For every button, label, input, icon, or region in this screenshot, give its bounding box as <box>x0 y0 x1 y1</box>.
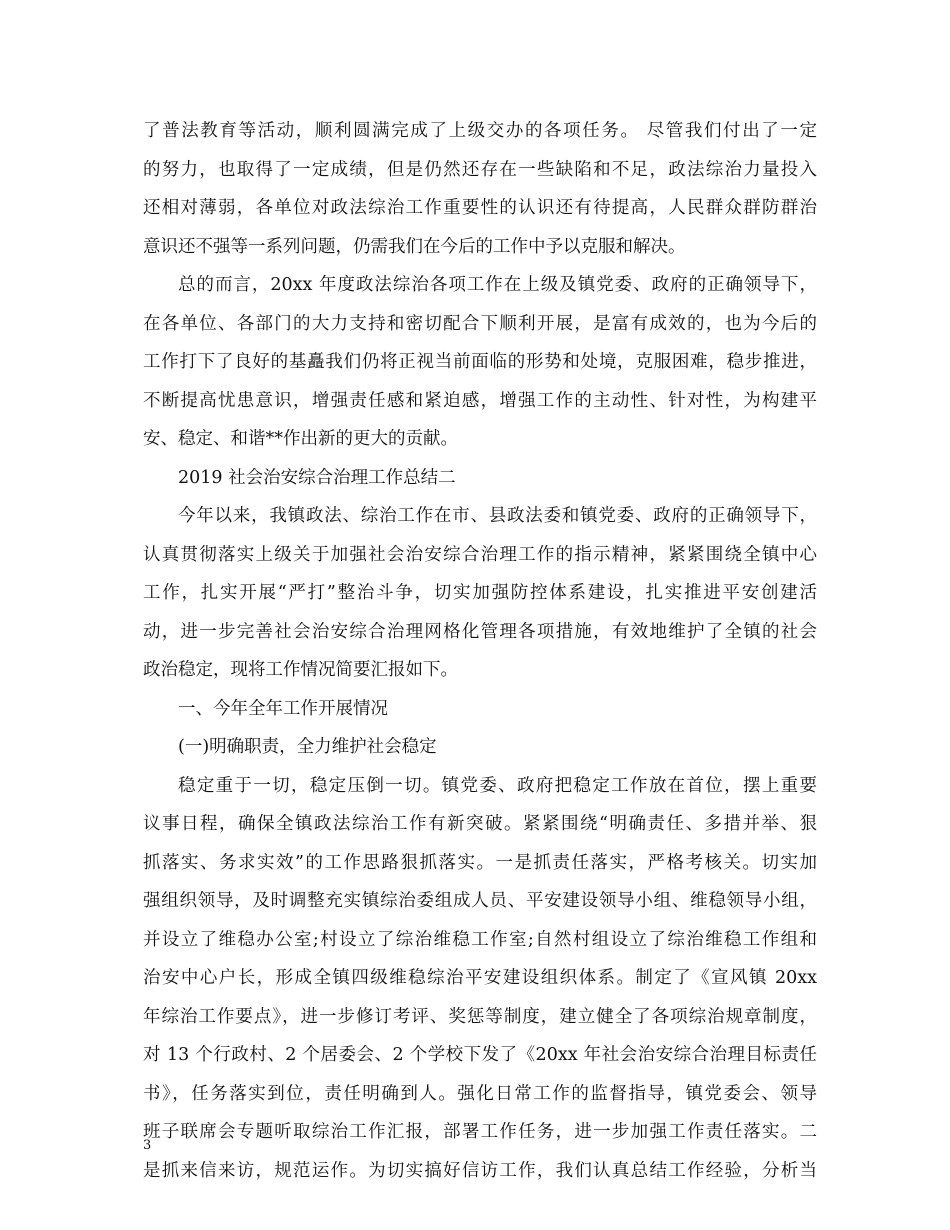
text-line: 总的而言，20xx 年度政法综治各项工作在上级及镇党委、政府的正确领导下， <box>178 275 817 295</box>
text-line: 动，进一步完善社会治安综合治理网格化管理各项措施，有效地维护了全镇的社会 <box>143 621 817 642</box>
text-line: 在各单位、各部门的大力支持和密切配合下顺利开展，是富有成效的，也为今后的 <box>143 313 817 334</box>
text-line: 强组织领导，及时调整充实镇综治委组成人员、平安建设领导小组、维稳领导小组， <box>143 891 817 911</box>
page-number: 3 <box>143 1138 152 1153</box>
text-line: 年综治工作要点》，进一步修订考评、奖惩等制度，建立健全了各项综治规章制度， <box>143 1006 817 1027</box>
text-line: 的努力，也取得了一定成绩，但是仍然还存在一些缺陷和不足，政法综治力量投入 <box>143 159 817 180</box>
text-line: 稳定重于一切，稳定压倒一切。镇党委、政府把稳定工作放在首位，摆上重要 <box>178 775 817 796</box>
text-line: 治安中心户长，形成全镇四级维稳综治平安建设组织体系。制定了《宣风镇 20xx <box>143 968 817 988</box>
text-line: 不断提高忧患意识，增强责任感和紧迫感，增强工作的主动性、针对性，为构建平 <box>143 390 817 411</box>
text-line: 工作打下了良好的基矗我们仍将正视当前面临的形势和处境，克服困难，稳步推进， <box>143 352 817 372</box>
text-line: 并设立了维稳办公室;村设立了综治维稳工作室;自然村组设立了综治维稳工作组和 <box>143 929 817 950</box>
text-line: 了普法教育等活动，顺利圆满完成了上级交办的各项任务。 尽管我们付出了一定 <box>143 121 817 141</box>
text-line: 班子联席会专题听取综治工作汇报，部署工作任务，进一步加强工作责任落实。二 <box>143 1122 817 1142</box>
text-line: 政治稳定，现将工作情况简要汇报如下。 <box>143 660 458 680</box>
text-line: 意识还不强等一系列问题，仍需我们在今后的工作中予以克服和解决。 <box>143 236 686 257</box>
text-line: 今年以来，我镇政法、综治工作在市、县政法委和镇党委、政府的正确领导下， <box>178 506 817 526</box>
text-line: 议事日程，确保全镇政法综治工作有新突破。紧紧围绕“明确责任、多措并举、狠 <box>143 814 817 834</box>
text-line: 安、稳定、和谐**作出新的更大的贡献。 <box>143 429 458 449</box>
text-line: 书》，任务落实到位，责任明确到人。强化日常工作的监督指导，镇党委会、领导 <box>143 1083 817 1104</box>
section-heading: (一)明确职责，全力维护社会稳定 <box>178 737 437 757</box>
text-line: 抓落实、务求实效”的工作思路狠抓落实。一是抓责任落实，严格考核关。切实加 <box>143 852 817 873</box>
text-line: 对 13 个行政村、2 个居委会、2 个学校下发了《20xx 年社会治安综合治理目标责任 <box>143 1045 817 1065</box>
text-line: 认真贯彻落实上级关于加强社会治安综合治理工作的指示精神，紧紧围绕全镇中心 <box>143 544 817 565</box>
section-heading: 一、今年全年工作开展情况 <box>178 698 388 719</box>
text-line: 还相对薄弱，各单位对政法综治工作重要性的认识还有待提高，人民群众群防群治 <box>143 198 817 218</box>
section-heading: 2019 社会治安综合治理工作总结二 <box>178 467 456 488</box>
text-line: 工作，扎实开展“严打”整治斗争，切实加强防控体系建设，扎实推进平安创建活 <box>143 583 817 603</box>
text-line: 是抓来信来访，规范运作。为切实搞好信访工作，我们认真总结工作经验，分析当 <box>143 1160 817 1181</box>
document-body <box>143 112 817 1190</box>
